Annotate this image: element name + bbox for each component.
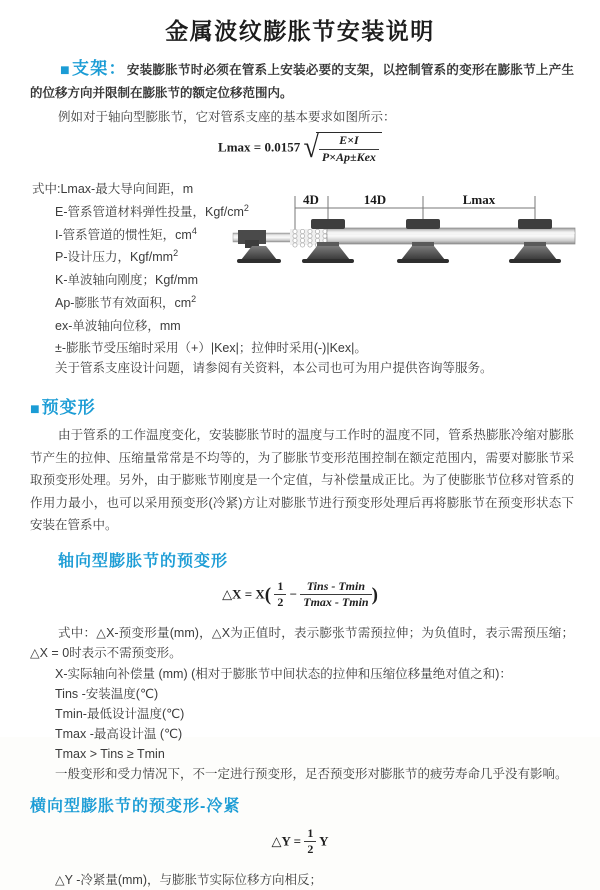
minus-sign: −: [289, 585, 297, 601]
dim-label-4d: 4D: [303, 192, 319, 207]
definition-row: 式中:Lmax-最大导向间距，m: [32, 182, 194, 197]
temp-definition-line: Tins -安装温度(℃): [55, 686, 159, 701]
axial-note-3: 一般变形和受力情况下，不一定进行预变形，足否预变形对膨胀节的疲劳寿命几乎没有影响。: [55, 766, 568, 781]
support-intro-text: 安装膨胀节时必须在管系上安装必要的支架，以控制管系的变形在膨胀节上产生的位移方向并限制在膨胀节的额定位移范围内。: [30, 63, 574, 100]
page-title: 金属波纹膨胀节安装说明: [165, 18, 435, 44]
section-square-icon: ■: [30, 401, 41, 418]
temp-definition-line: Tmax > Tins ≥ Tmin: [55, 746, 165, 761]
support-section-heading: [60, 59, 127, 78]
definition-row: P-设计压力，Kgf/$mm^2$: [55, 248, 179, 265]
support-example-line: 例如对于轴向型膨胀节，它对管系支座的基本要求如图所示：: [58, 110, 396, 124]
temp-definition-line: Tmin-最低设计温度(℃): [55, 706, 185, 721]
support-intro-paragraph: [30, 57, 574, 105]
axial-note-2: X-实际轴向补偿量 (mm) (相对于膨胀节中间状态的拉伸和压缩位移量绝对值之和)：: [55, 666, 512, 681]
temperature-fraction: $\frac{\text{Tins - Tmin}}{Tmax - Tmin}$: [300, 580, 371, 611]
axial-preform-formula: [0, 580, 600, 616]
definition-row: E-管系管道材料弹性投量，Kgf/$cm^2$: [55, 202, 249, 219]
lateral-formula-rhs: Y: [319, 832, 329, 848]
half-fraction: $\frac{1}{2}$: [274, 580, 286, 611]
lateral-formula-lhs: △Y =: [271, 832, 302, 848]
definition-row: K-单波轴向刚度；Kgf/mm: [55, 273, 199, 288]
anchor-support: [233, 230, 293, 263]
axial-formula-lhs: △X = X: [222, 585, 265, 601]
lateral-note: △Y -冷紧量(mm)，与膨胀节实际位移方向相反；: [55, 872, 323, 887]
lmax-formula: [0, 132, 600, 168]
lmax-formula-numerator: E×I: [319, 134, 379, 150]
dim-label-lmax: Lmax: [462, 192, 496, 207]
axial-note-1: 式中：△X-预变形量(mm)，△X为正值时，表示膨张节需预拉伸；为负值时，表示需预压缩；△X = 0时表示不需预变形。: [30, 625, 574, 660]
lmax-formula-denominator: P×Ap±Kex: [321, 149, 376, 164]
square-root-symbol: √: [303, 130, 319, 165]
pipe: [327, 228, 575, 244]
pipe-support-diagram: [233, 190, 583, 290]
preform-section-heading: [30, 393, 600, 419]
axial-subheading: 轴向型膨胀节的预变形: [58, 552, 229, 570]
lateral-subheading: 横向型膨胀节的预变形-冷紧: [30, 797, 241, 815]
dim-label-14d: 14D: [363, 192, 387, 207]
lateral-preform-formula: [0, 827, 600, 857]
definition-row: ±-膨胀节受压缩时采用（+）|Kex|；拉伸时采用(-)|Kex|。: [55, 341, 367, 356]
radicand: [316, 132, 382, 165]
definition-row: Ap-膨胀节有效面积，$cm^2$: [55, 293, 197, 310]
right-paren: ): [371, 583, 378, 605]
definition-row: ex-单波轴向位移，mm: [55, 318, 181, 333]
preform-heading-label: 预变形: [41, 398, 96, 417]
support-note-line: 关于管系支座设计问题，请参阅有关资料，本公司也可为用户提供咨询等服务。: [55, 361, 493, 375]
section-square-icon: ■: [60, 62, 71, 79]
left-paren: (: [264, 583, 272, 605]
support-heading-label: 支架：: [71, 59, 127, 78]
temp-definition-line: Tmax -最高设计温 (℃): [55, 726, 183, 741]
lmax-formula-lhs: Lmax = 0.0157: [218, 139, 301, 155]
half-fraction: $\frac{1}{2}$: [304, 827, 316, 858]
definition-row: I-管系管道的惯性矩，$cm^4$: [55, 225, 197, 242]
preform-paragraph: 由于管系的工作温度变化，安装膨胀节时的温度与工作时的温度不同，管系热膨胀冷缩对膨胀节产生的拉伸、压缩量常常是不均等的，为了膨胀节变形范围控制在额定范围内，需要对膨胀节采取预变形处理。另外，由于膨账节刚度是一个定值，与补偿量成正比。为了使膨胀节位移对管系的作用力最小，也可以采用预变形(冷紧)方让对膨胀节进行预变形处理后再将膨胀节在预变形状态下安装在管系中。: [30, 428, 574, 532]
